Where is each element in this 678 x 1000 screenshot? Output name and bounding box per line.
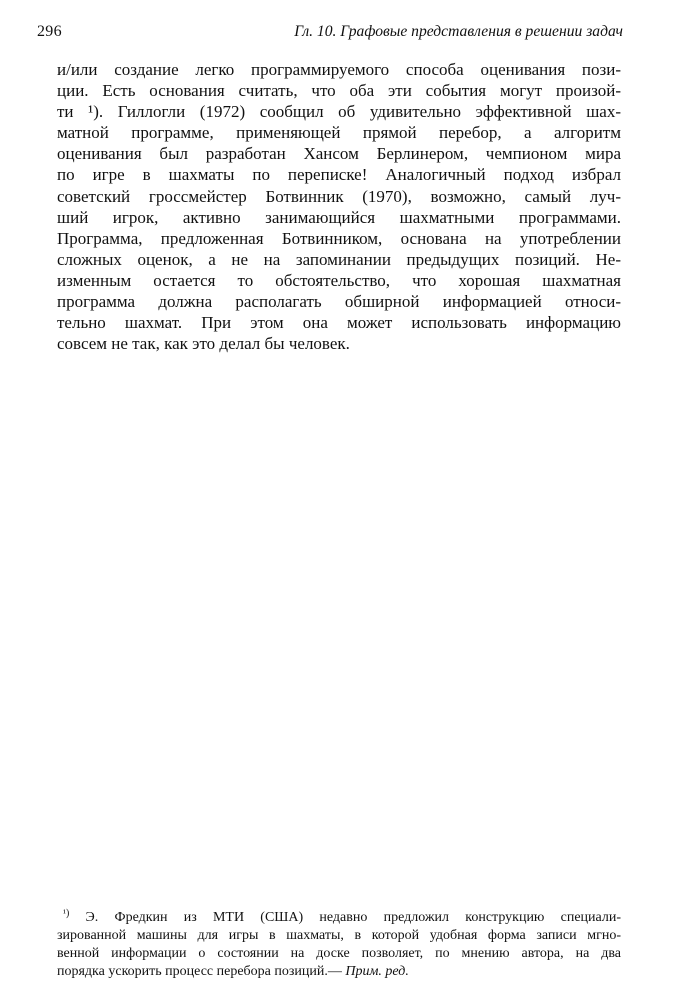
text-line: сложных оценок, а не на запоминании предыдущих позиций. Не- bbox=[57, 249, 621, 269]
text-line: оценивания был разработан Хансом Берлинером, чемпионом мира bbox=[57, 144, 621, 164]
footnote-text: порядка ускорить процесс перебора позиций.— bbox=[57, 964, 342, 979]
text-line: изменным остается то обстоятельство, что хорошая шахматная bbox=[57, 270, 621, 290]
footnote-line bbox=[57, 963, 621, 981]
text-line: матной программе, применяющей прямой перебор, а алгоритм bbox=[57, 123, 621, 143]
text-line: совсем не так, как это делал бы человек. bbox=[57, 334, 350, 354]
text-line: ти ¹). Гиллогли (1972) сообщил об удивительно эффективной шах- bbox=[57, 102, 621, 122]
text-line: тельно шахмат. При этом она может использовать информацию bbox=[57, 313, 621, 333]
text-line: и/или создание легко программируемого способа оценивания пози- bbox=[57, 60, 621, 79]
text-line: ший игрок, активно занимающийся шахматными программами. bbox=[57, 207, 621, 227]
text-line: советский гроссмейстер Ботвинник (1970), возможно, самый луч- bbox=[57, 186, 621, 206]
footnote-line bbox=[57, 909, 621, 927]
page-number: 296 bbox=[37, 23, 62, 40]
footnote-text: Э. Фредкин из МТИ (США) недавно предложил конструкцию специали- bbox=[85, 910, 621, 925]
text-line: Программа, предложенная Ботвинником, основана на употреблении bbox=[57, 228, 621, 248]
text-line: ции. Есть основания считать, что оба эти события могут произой- bbox=[57, 81, 621, 101]
footnote-line: венной информации о состоянии на доске позволяет, по мнению автора, на два bbox=[57, 946, 621, 961]
footnote-attribution: Прим. ред. bbox=[345, 964, 409, 979]
text-line: по игре в шахматы по переписке! Аналогичный подход избрал bbox=[57, 165, 621, 185]
chapter-title: Гл. 10. Графовые представления в решении задач bbox=[294, 23, 623, 40]
footnote-marker: ¹) bbox=[63, 908, 70, 919]
footnote-line: зированной машины для игры в шахматы, в которой удобная форма записи мгно- bbox=[57, 928, 621, 943]
text-line: программа должна располагать обширной информацией относи- bbox=[57, 292, 621, 312]
body-paragraph bbox=[57, 59, 621, 354]
running-head bbox=[37, 20, 623, 44]
footnote bbox=[57, 909, 621, 981]
